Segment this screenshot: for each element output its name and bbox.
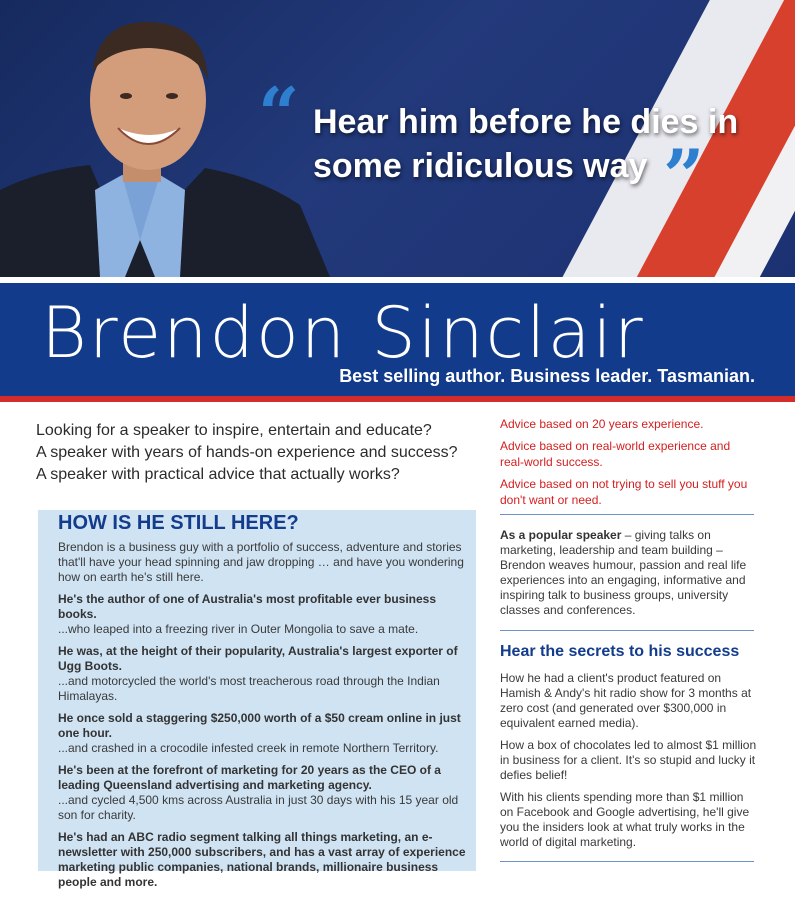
hero-banner [0,0,795,277]
fact-detail: ...and cycled 4,500 kms across Australia in just 30 days with his 15 year old son for charity. [58,793,459,822]
box-body [58,540,468,897]
speaker-name: Brendon Sinclair [41,292,645,374]
popular-speaker-text [500,528,758,618]
fact-highlight: He once sold a staggering $250,000 worth of a $50 cream online in just one hour. [58,711,461,740]
fact-detail: ...who leaped into a freezing river in Outer Mongolia to save a mate. [58,622,419,636]
section-divider [500,861,754,862]
hero-quote: Hear him before he dies in some ridiculous way [313,103,739,185]
secret-item: How a box of chocolates led to almost $1 million in business for a client. It's so stupid and lucky it defies belief! [500,738,757,782]
fact-item [58,711,468,756]
advice-list [500,416,755,514]
fact-item [58,763,468,823]
section-divider [500,514,754,515]
speaker-tagline: Best selling author. Business leader. Tasmanian. [339,366,755,386]
intro-line: A speaker with years of hands-on experience and success? [36,444,458,461]
section-divider [500,630,754,631]
fact-highlight: He's had an ABC radio segment talking all things marketing, an e-newsletter with 250,000 subscribers, and has a vast array of experience marketing public companies, national brands, millionaire business people and more. [58,830,466,889]
secrets-list [500,671,758,857]
secrets-title: Hear the secrets to his success [500,643,740,660]
name-banner-red-rule [0,396,795,402]
quote-close-mark: ” [663,133,705,218]
fact-detail: ...and motorcycled the world's most treacherous road through the Indian Himalayas. [58,674,440,703]
fact-item [58,592,468,637]
how-still-here-box [38,510,476,889]
secret-item: With his clients spending more than $1 million on Facebook and Google advertising, he'll give you the insiders look at what truly works in the world of digital marketing. [500,790,750,849]
fact-highlight: He's been at the forefront of marketing for 20 years as the CEO of a leading Queensland advertising and marketing agency. [58,763,441,792]
box-title: HOW IS HE STILL HERE? [58,512,299,534]
intro-questions [36,420,476,486]
speaker-body: – giving talks on marketing, leadership and team building – Brendon weaves humour, passion and real life experiences into an engaging, informative and inspiring talk to business groups, university classes and conferences. [500,528,747,617]
fact-detail: ...and crashed in a crocodile infested creek in remote Northern Territory. [58,741,439,755]
box-lead: Brendon is a business guy with a portfolio of success, adventure and stories that'll have your head spinning and jaw dropping … and have you wondering how on earth he's still here. [58,540,464,584]
speaker-lead: As a popular speaker [500,528,622,542]
advice-item: Advice based on real-world experience and real-world success. [500,439,731,469]
fact-highlight: He's the author of one of Australia's most profitable ever business books. [58,592,437,621]
fact-highlight: He was, at the height of their popularity, Australia's largest exporter of Ugg Boots. [58,644,458,673]
fact-item [58,830,468,890]
intro-line: Looking for a speaker to inspire, entertain and educate? [36,422,432,439]
secret-item: How he had a client's product featured on Hamish & Andy's hit radio show for 3 months at zero cost (and generated over $300,000 in equivalent earned media). [500,671,752,730]
advice-item: Advice based on 20 years experience. [500,417,704,431]
fact-item [58,644,468,704]
intro-line: A speaker with practical advice that actually works? [36,466,400,483]
quote-open-mark: “ [258,71,300,156]
advice-item: Advice based on not trying to sell you stuff you don't want or need. [500,477,748,507]
